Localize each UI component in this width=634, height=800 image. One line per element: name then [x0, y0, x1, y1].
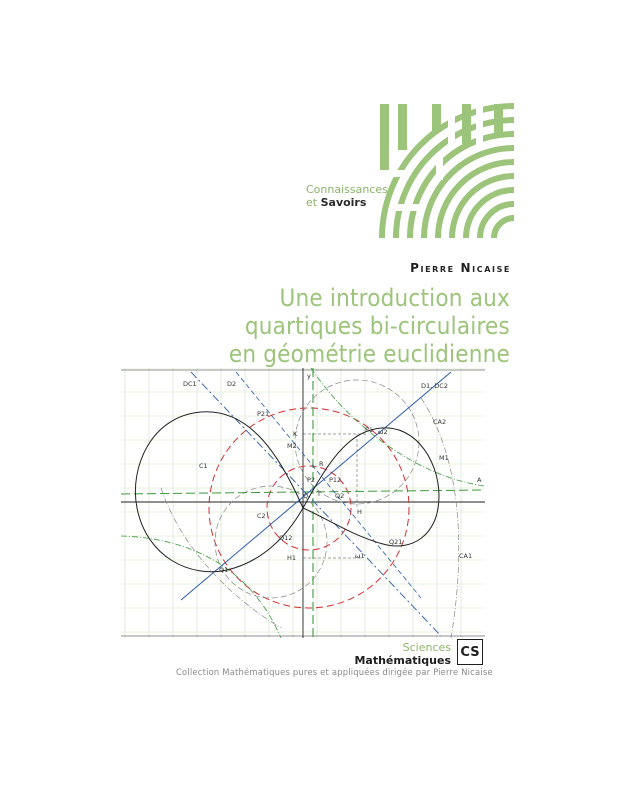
label-m1: M1 [439, 454, 449, 462]
label-r: R [319, 460, 324, 468]
label-q12: Q12 [279, 534, 293, 542]
label-p1: P1 [365, 426, 374, 434]
series-line2-prefix: et [306, 196, 318, 209]
title-line1: Une introduction aux [279, 284, 510, 312]
collection-text: Collection Mathématiques pures et appliquées dirigée par Pierre Nicaise [176, 667, 493, 677]
label-d2: D2 [227, 380, 237, 388]
label-ca1: CA1 [459, 552, 473, 560]
label-p12: P12 [329, 476, 342, 484]
label-q21: Q21 [389, 538, 403, 546]
label-h: H [357, 508, 362, 516]
label-c12: CA2 [433, 418, 447, 426]
publisher-logo-badge: CS [457, 639, 483, 665]
label-k: K [293, 430, 298, 438]
label-o: O [303, 492, 309, 500]
author-name: Pierre Nicaise [410, 261, 511, 275]
subject-area [354, 641, 451, 667]
label-p2: P2 [307, 476, 316, 484]
label-t: T [317, 490, 321, 498]
label-c2: C2 [257, 512, 266, 520]
title-line3: en géométrie euclidienne [228, 340, 510, 368]
labyrinth-logo-icon [376, 100, 514, 238]
label-h1: H1 [287, 554, 297, 562]
label-p21: P21 [257, 410, 270, 418]
label-w1: ω1 [355, 552, 365, 560]
label-d1dc2: D1, DC2 [421, 382, 448, 390]
subject-line2: Mathématiques [354, 654, 451, 667]
subject-line1: Sciences [402, 641, 451, 654]
title-line2: quartiques bi-circulaires [244, 312, 510, 340]
series-line2-main: Savoirs [320, 196, 367, 209]
label-q1: Q1 [219, 566, 229, 574]
label-y: y [307, 372, 311, 380]
label-q2: Q2 [335, 492, 345, 500]
label-a: A [477, 476, 482, 484]
series-line2 [306, 196, 388, 209]
label-c1: C1 [199, 462, 208, 470]
label-w2: ω2 [378, 428, 388, 436]
series-name [306, 183, 388, 209]
label-m2: M2 [287, 442, 297, 450]
geometry-figure [121, 368, 485, 638]
red-circle-large [209, 408, 409, 608]
label-dc1: DC1 [183, 380, 197, 388]
book-title [90, 284, 510, 368]
series-line1: Connaissances [306, 183, 388, 196]
